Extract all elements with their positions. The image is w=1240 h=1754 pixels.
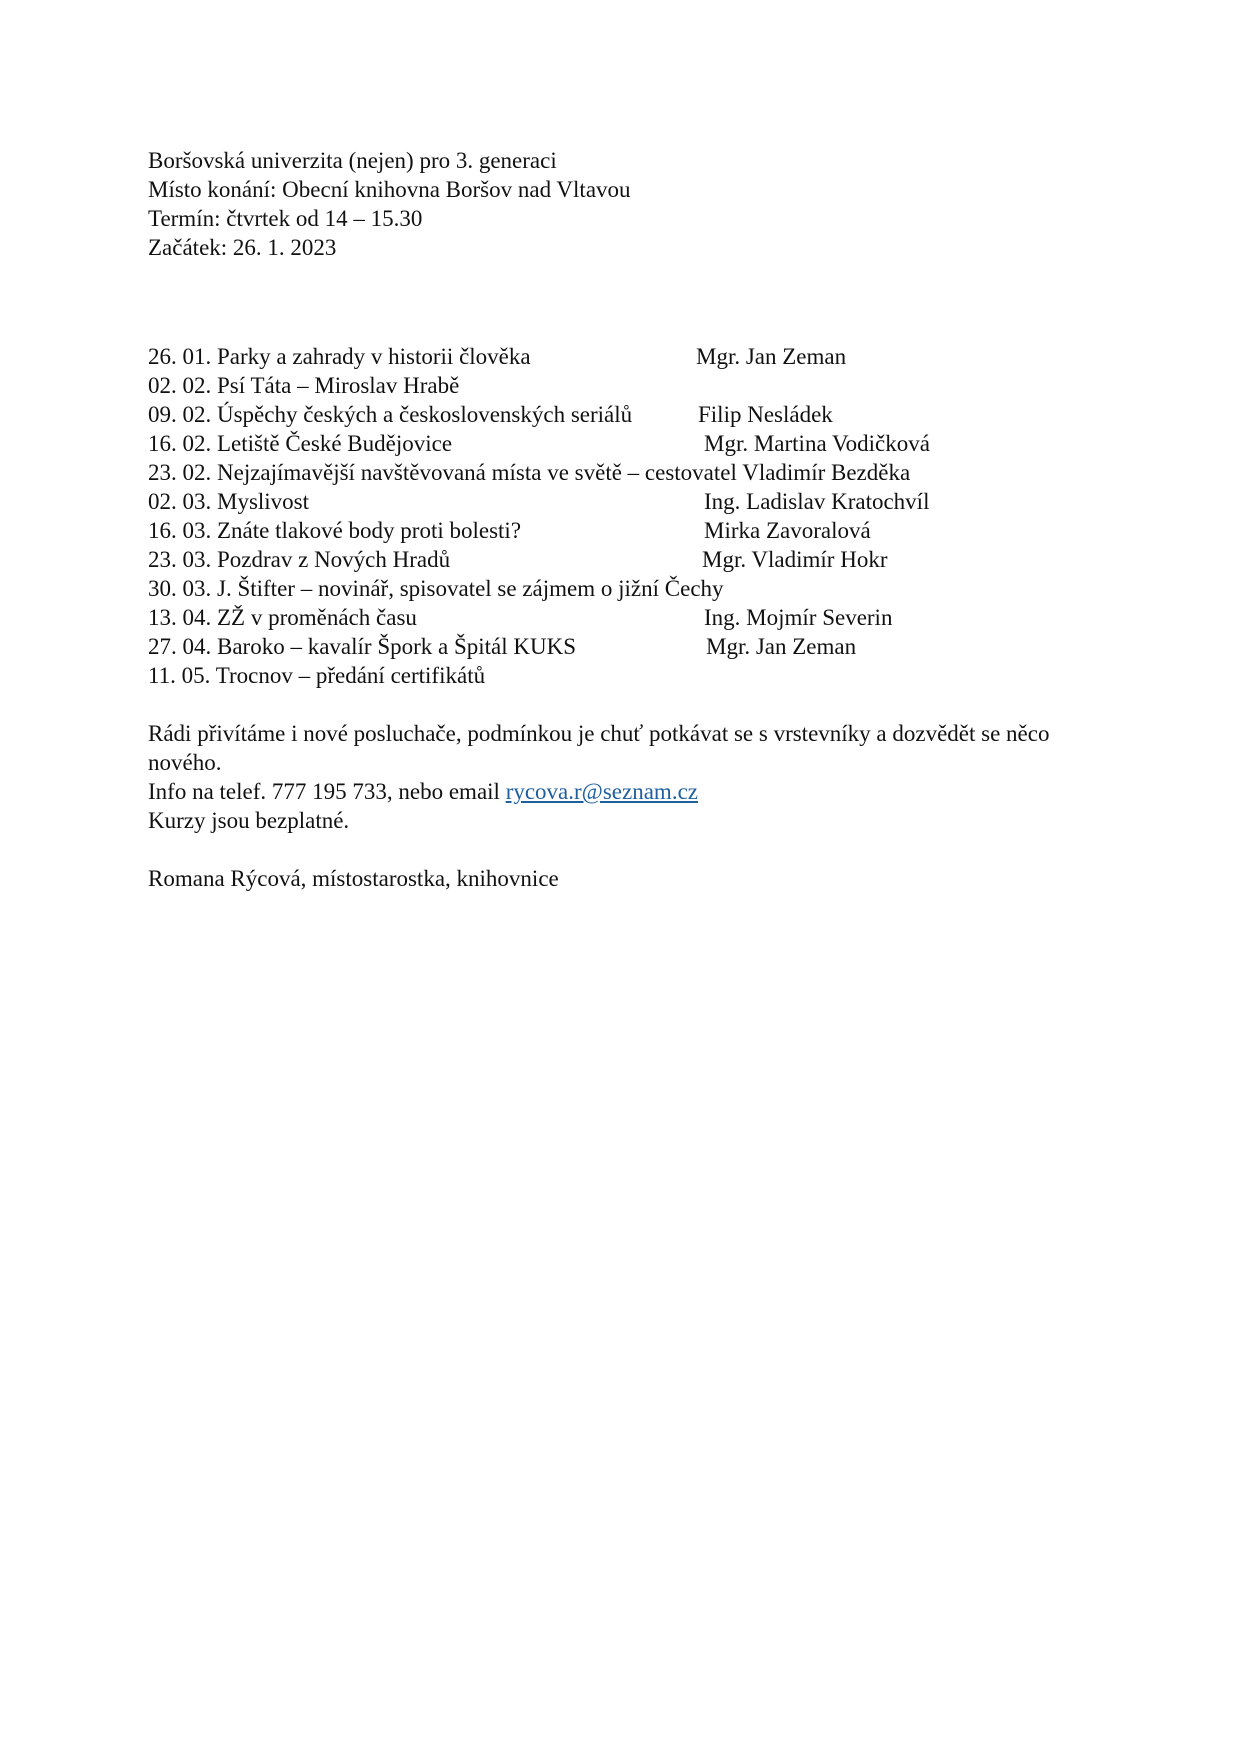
email-link[interactable]: rycova.r@seznam.cz [505,779,698,804]
schedule-speaker: Ing. Ladislav Kratochvíl [704,489,930,514]
schedule-topic: Znáte tlakové body proti bolesti? [217,518,522,543]
info-section [148,719,1108,835]
contact-line [148,777,1108,806]
header-title: Boršovská univerzita (nejen) pro 3. generaci [148,148,557,173]
schedule-topic: Úspěchy českých a československých seriálů [217,402,633,427]
schedule-topic: Myslivost [217,489,310,514]
schedule-row [148,516,1108,545]
schedule-speaker: Filip Nesládek [698,402,833,427]
schedule-row [148,342,1108,371]
schedule-date: 09. 02. [148,402,212,427]
schedule-row [148,487,1108,516]
schedule-date: 02. 03. [148,489,212,514]
schedule-topic: Nejzajímavější navštěvovaná místa ve světě – cestovatel Vladimír Bezděka [217,460,911,485]
schedule-row [148,603,1108,632]
document-header [148,146,1108,262]
schedule-topic: Trocnov – předání certifikátů [215,663,486,688]
schedule-date: 02. 02. [148,373,212,398]
header-time: Termín: čtvrtek od 14 – 15.30 [148,206,423,231]
schedule-topic: Pozdrav z Nových Hradů [217,547,451,572]
schedule-row [148,458,1108,487]
schedule-row [148,545,1108,574]
schedule-topic: Letiště České Budějovice [217,431,453,456]
schedule-date: 23. 03. [148,547,212,572]
document-page [148,146,1108,893]
schedule-row [148,400,1108,429]
contact-prefix: Info na telef. 777 195 733, nebo email [148,779,506,804]
schedule-row [148,661,1108,690]
lecture-schedule [148,342,1108,690]
header-venue: Místo konání: Obecní knihovna Boršov nad Vltavou [148,177,631,202]
schedule-speaker: Mgr. Vladimír Hokr [702,547,888,572]
signature: Romana Rýcová, místostarostka, knihovnice [148,866,559,891]
schedule-speaker: Mirka Zavoralová [704,518,871,543]
schedule-topic: Baroko – kavalír Špork a Špitál KUKS [217,634,577,659]
schedule-date: 16. 02. [148,431,212,456]
schedule-date: 13. 04. [148,605,212,630]
schedule-date: 26. 01. [148,344,212,369]
welcome-text: Rádi přivítáme i nové posluchače, podmínkou je chuť potkávat se s vrstevníky a dozvědět se něco nového. [148,721,1050,775]
schedule-date: 30. 03. [148,576,212,601]
schedule-speaker: Mgr. Jan Zeman [706,634,857,659]
schedule-row [148,632,1108,661]
header-start-date: Začátek: 26. 1. 2023 [148,235,337,260]
schedule-row [148,371,1108,400]
schedule-speaker: Mgr. Jan Zeman [696,344,847,369]
schedule-date: 23. 02. [148,460,212,485]
schedule-speaker: Mgr. Martina Vodičková [704,431,930,456]
free-courses-note: Kurzy jsou bezplatné. [148,808,350,833]
schedule-date: 11. 05. [148,663,211,688]
schedule-topic: Parky a zahrady v historii člověka [217,344,531,369]
schedule-row [148,574,1108,603]
schedule-speaker: Ing. Mojmír Severin [704,605,893,630]
schedule-topic: ZŽ v proměnách času [217,605,417,630]
schedule-row [148,429,1108,458]
schedule-topic: J. Štifter – novinář, spisovatel se zájmem o jižní Čechy [217,576,724,601]
schedule-date: 16. 03. [148,518,212,543]
schedule-date: 27. 04. [148,634,212,659]
schedule-topic: Psí Táta – Miroslav Hrabě [217,373,460,398]
